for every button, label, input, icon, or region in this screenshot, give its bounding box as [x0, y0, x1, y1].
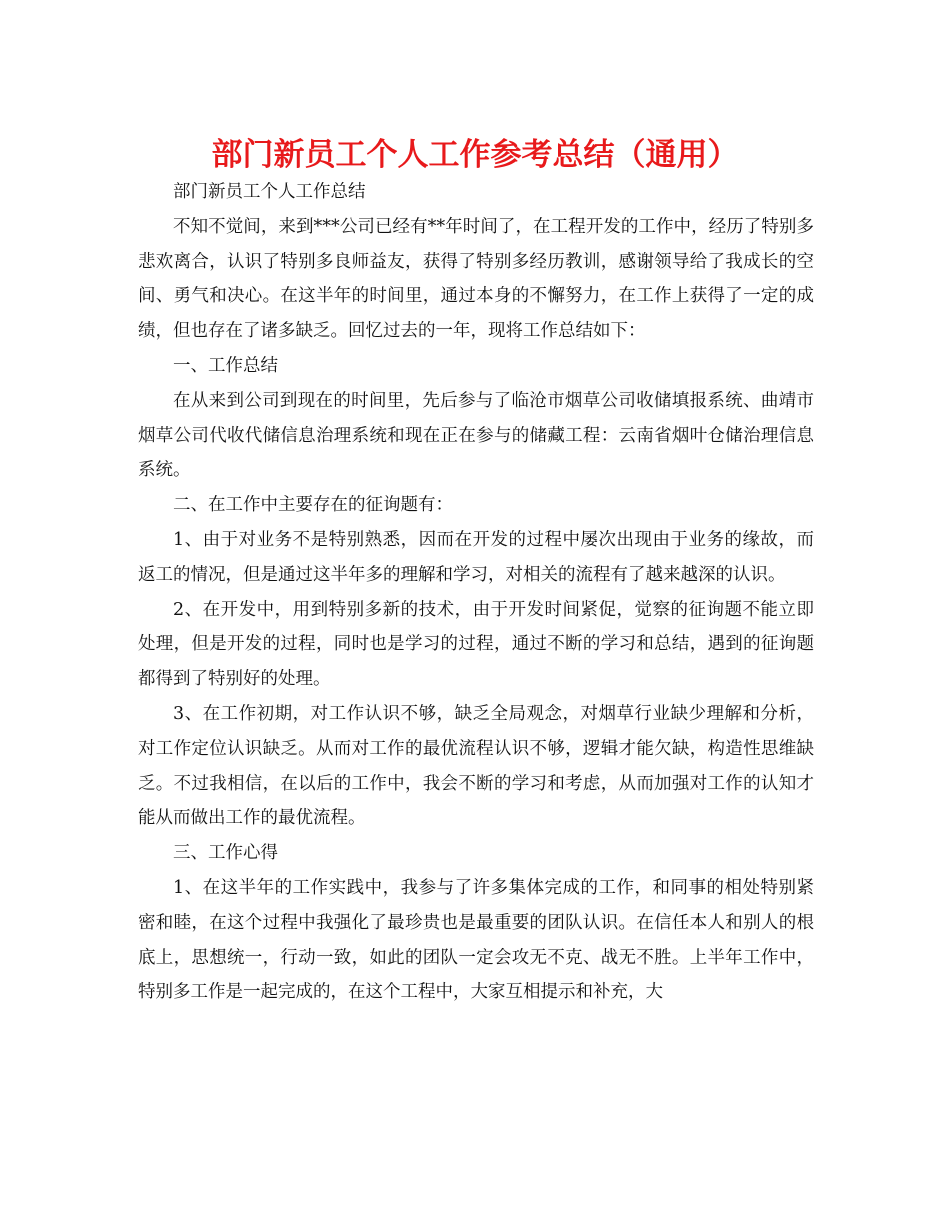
work-summary-paragraph: 在从来到公司到现在的时间里，先后参与了临沧市烟草公司收储填报系统、曲靖市烟草公司代收代储信息治理系统和现在正在参与的储藏工程：云南省烟叶仓储治理信息系统。: [138, 390, 814, 481]
problem-item-2: 2、在开发中，用到特别多新的技术，由于开发时间紧促，觉察的征询题不能立即处理，但是开发的过程，同时也是学习的过程，通过不断的学习和总结，遇到的征询题都得到了特别好的处理。: [138, 599, 814, 690]
document-body: [138, 175, 814, 1010]
subtitle-paragraph: 部门新员工个人工作总结: [173, 182, 366, 202]
intro-paragraph: 不知不觉间，来到***公司已经有**年时间了，在工程开发的工作中，经历了特别多悲欢离合，认识了特别多良师益友，获得了特别多经历教训，感谢领导给了我成长的空间、勇气和决心。在这半年的时间里，通过本身的不懈努力，在工作上获得了一定的成绩，但也存在了诸多缺乏。回忆过去的一年，现将工作总结如下：: [138, 216, 814, 342]
section-heading-experience: 三、工作心得: [173, 843, 278, 864]
experience-item-1: 1、在这半年的工作实践中，我参与了许多集体完成的工作，和同事的相处特别紧密和睦，在这个过程中我强化了最珍贵也是最重要的团队认识。在信任本人和别人的根底上，思想统一，行动一致，如此的团队一定会攻无不克、战无不胜。上半年工作中，特别多工作是一起完成的，在这个工程中，大家互相提示和补充，大: [138, 877, 814, 1003]
problem-item-1: 1、由于对业务不是特别熟悉，因而在开发的过程中屡次出现由于业务的缘故，而返工的情况，但是通过这半年多的理解和学习，对相关的流程有了越来越深的认识。: [138, 529, 814, 585]
document-title: 部门新员工个人工作参考总结（通用）: [211, 137, 739, 173]
section-heading-problems: 二、在工作中主要存在的征询题有：: [173, 495, 453, 516]
problem-item-3: 3、在工作初期，对工作认识不够，缺乏全局观念，对烟草行业缺少理解和分析，对工作定位认识缺乏。从而对工作的最优流程认识不够，逻辑才能欠缺，构造性思维缺乏。不过我相信，在以后的工作中，我会不断的学习和考虑，从而加强对工作的认知才能从而做出工作的最优流程。: [138, 703, 814, 829]
section-heading-work-summary: 一、工作总结: [173, 355, 278, 376]
